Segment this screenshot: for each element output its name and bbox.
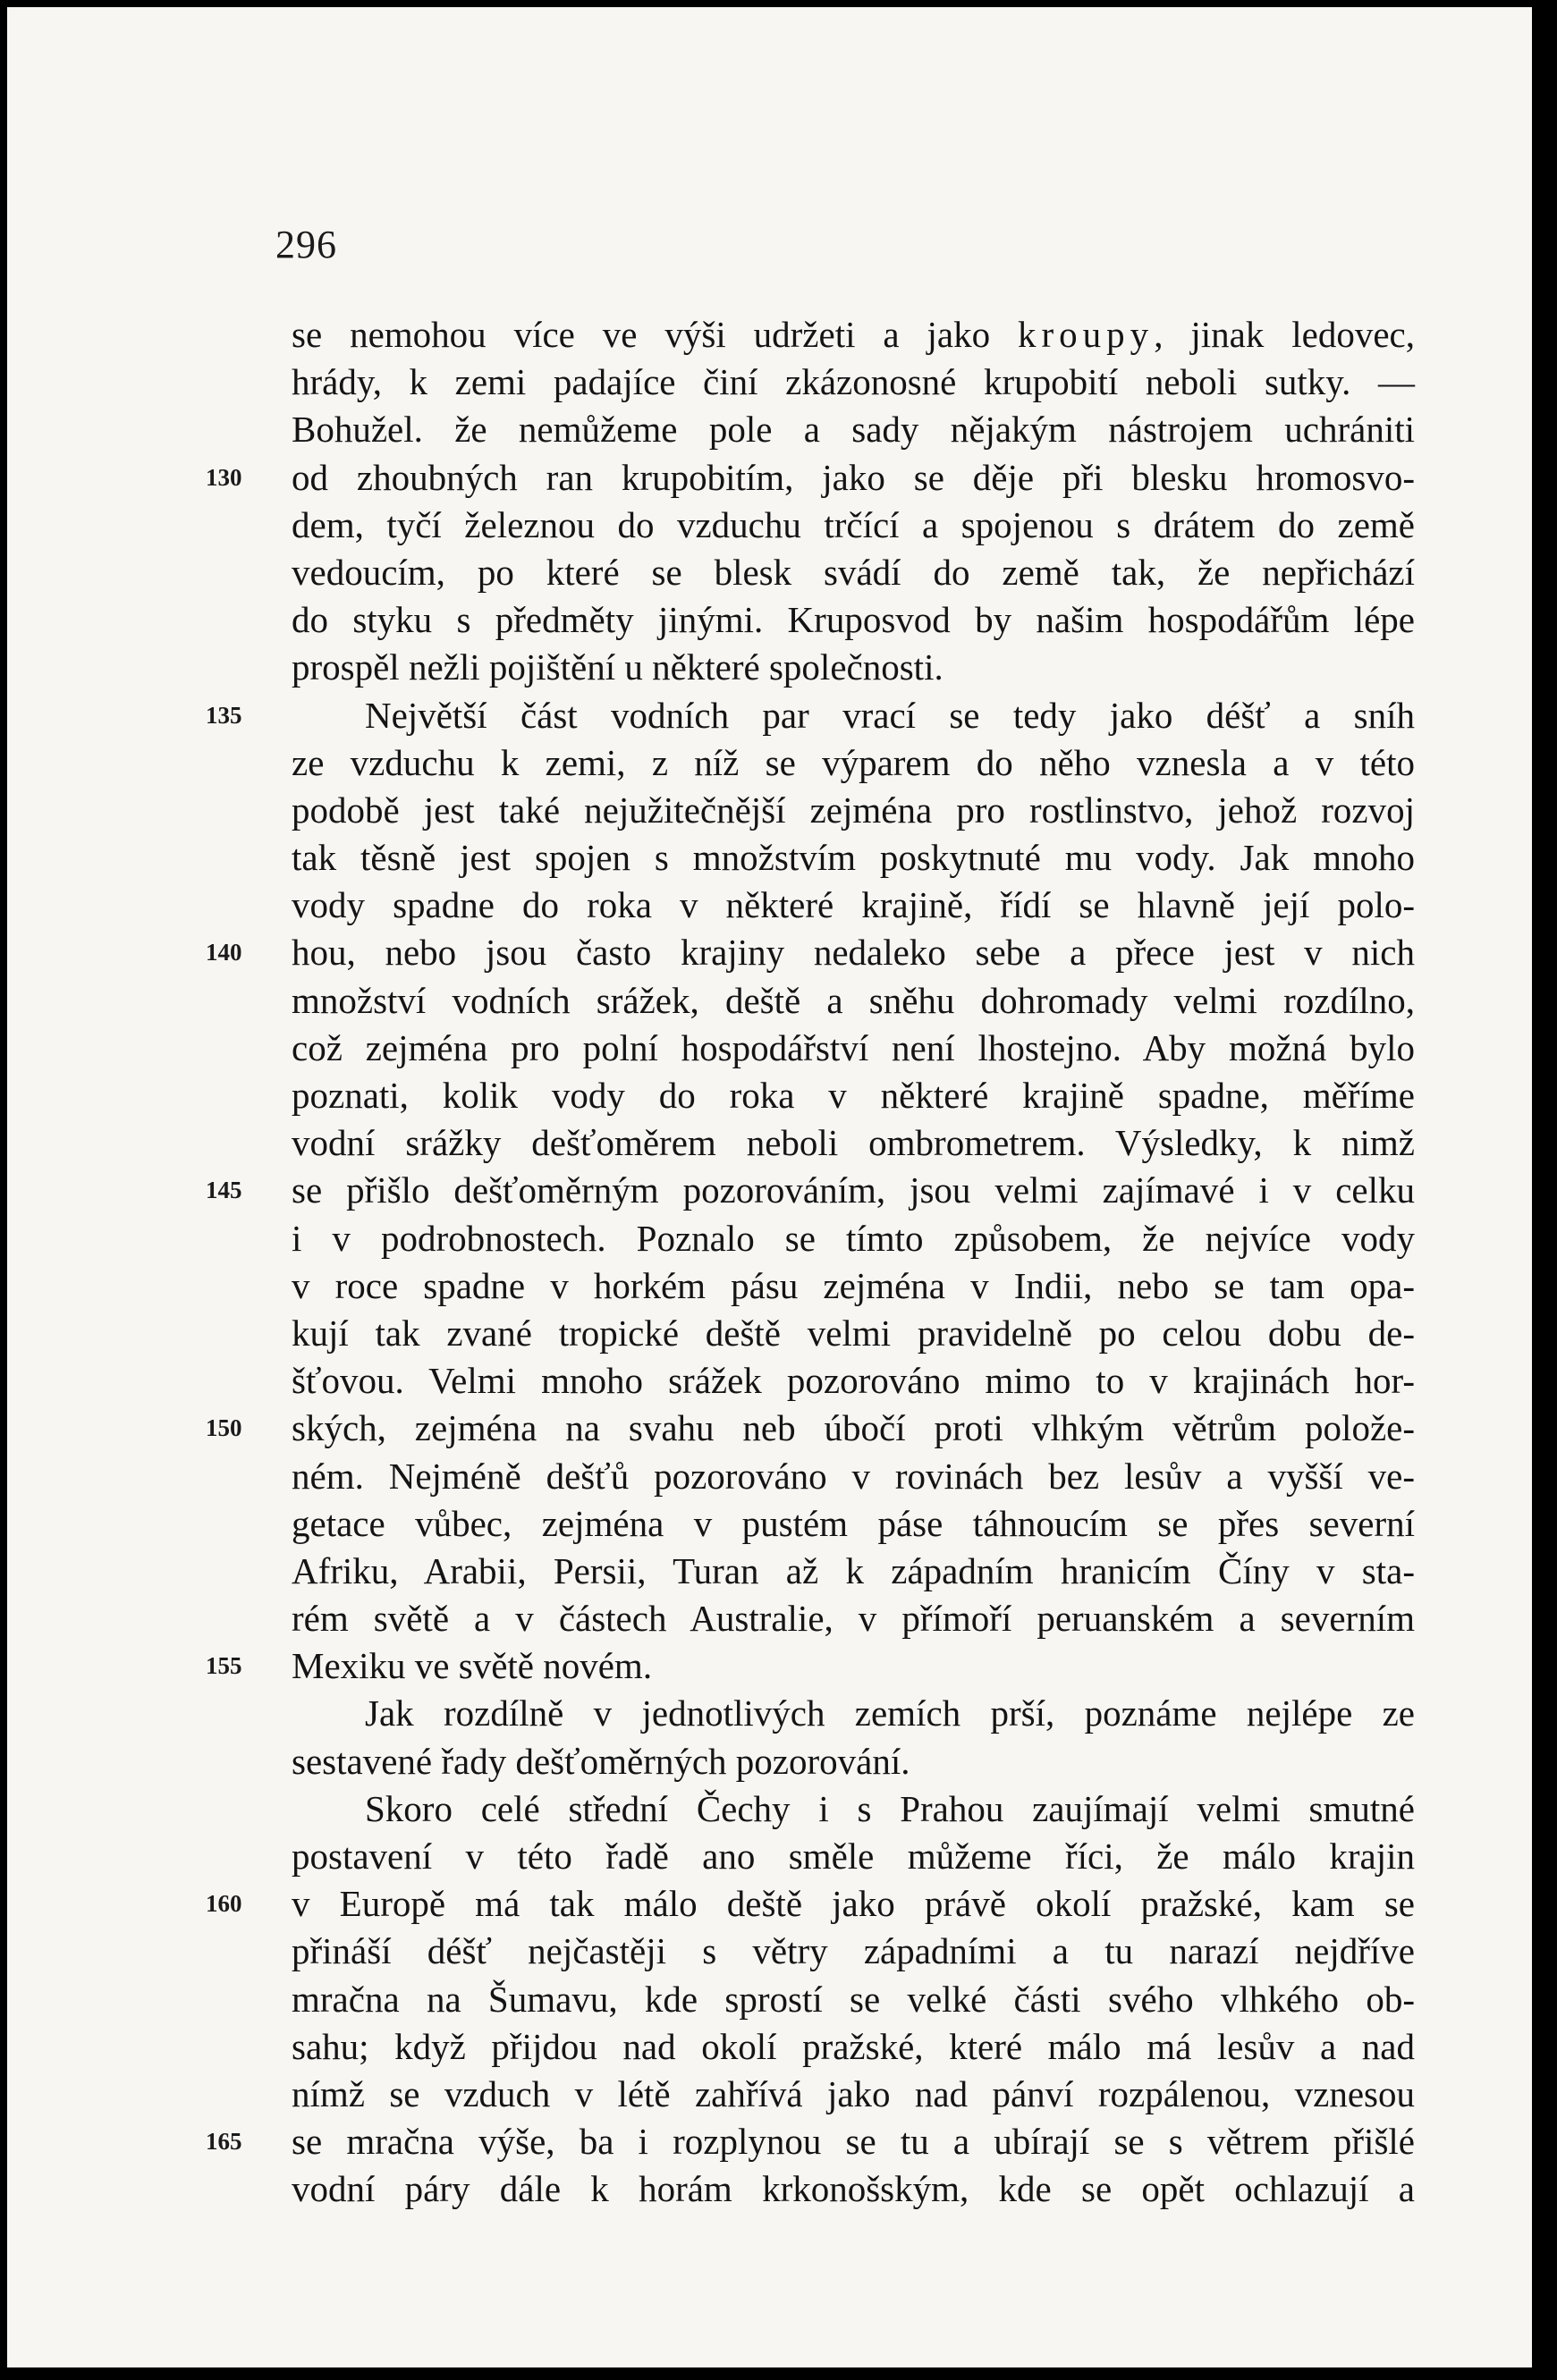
text-run: v Europě má tak málo deště jako právě okolí pražské, kam se [292,1883,1415,1925]
text-line: rém světě a v částech Australie, v přímoří peruanském a severním [292,1598,1415,1640]
line-number: 155 [206,1652,242,1680]
text-line: podobě jest také nejužitečnější zejména pro rostlinstvo, jehož rozvoj [292,789,1415,831]
line-number: 150 [206,1414,242,1442]
text-line: Skoro celé střední Čechy i s Prahou zaujímají velmi smutné [365,1787,1415,1829]
text-line: poznati, kolik vody do roka v některé krajině spadne, měříme [292,1075,1415,1116]
text-line: hrády, k zemi padajíce činí zkázonosné krupobití neboli sutky. — [292,361,1415,403]
text-line: přináší déšť nejčastěji s větry západními a tu narazí nejdříve [292,1930,1415,1972]
text-run: Největší část vodních par vrací se tedy jako déšť a sníh [365,694,1415,736]
line-number: 135 [206,701,242,729]
text-line: v roce spadne v horkém pásu zejména v Indii, nebo se tam opa- [292,1264,1415,1306]
text-line [206,1167,1415,1214]
text-line: Afriku, Arabii, Persii, Turan až k západním hranicím Číny v sta- [292,1549,1415,1591]
text-line: mračna na Šumavu, kde sprostí se velké části svého vlhkého ob- [292,1978,1415,2020]
text-line: množství vodních srážek, deště a sněhu dohromady velmi rozdílno, [292,979,1415,1021]
body-text [206,311,1415,2214]
text-line: do styku s předměty jinými. Kruposvod by našim hospodářům lépe [292,599,1415,641]
text-run: , jinak ledovec, [1154,314,1415,355]
text-line: getace vůbec, zejména v pustém páse táhnoucím se přes severní [292,1502,1415,1544]
text-line: šťovou. Velmi mnoho srážek pozorováno mimo to v krajinách hor- [292,1360,1415,1402]
text-line [206,2118,1415,2165]
line-number: 140 [206,939,242,966]
text-line: i v podrobnostech. Poznalo se tímto způsobem, že nejvíce vody [292,1217,1415,1259]
text-line [206,1642,1415,1690]
text-run: Mexiku ve světě novém. [292,1645,653,1687]
text-run: se nemohou více ve výši udržeti a jako [292,314,1019,355]
text-run: ských, zejména na svahu neb úbočí proti vlhkým větrům polože- [292,1407,1415,1449]
text-line [206,692,1415,739]
text-line: sahu; když přijdou nad okolí pražské, které málo má lesův a nad [292,2025,1415,2067]
text-line: sestavené řady dešťoměrných pozorování. [292,1740,910,1782]
text-line [292,311,1415,359]
emphasized-word: kroupy [1018,314,1155,355]
text-line: což zejména pro polní hospodářství není lhostejno. Aby možná bylo [292,1026,1415,1068]
text-run: se mračna výše, ba i rozplynou se tu a ubírají se s větrem přišlé [292,2121,1415,2163]
text-line: ném. Nejméně dešťů pozorováno v rovinách bez lesův a vyšší ve- [292,1455,1415,1497]
line-number: 145 [206,1177,242,1204]
line-number: 165 [206,2128,242,2156]
page-number: 296 [275,223,337,266]
text-run: hou, nebo jsou často krajiny nedaleko sebe a přece jest v nich [292,932,1415,974]
text-line: kují tak zvané tropické deště velmi pravidelně po celou dobu de- [292,1312,1415,1354]
text-line: vodní páry dále k horám krkonošským, kde se opět ochlazují a [292,2168,1415,2210]
text-line [206,454,1415,502]
text-line: nímž se vzduch v létě zahřívá jako nad pánví rozpálenou, vznesou [292,2072,1415,2114]
text-line: postavení v této řadě ano směle můžeme říci, že málo krajin [292,1836,1415,1877]
text-line: tak těsně jest spojen s množstvím poskytnuté mu vody. Jak mnoho [292,837,1415,879]
text-line [206,929,1415,976]
text-line: vody spadne do roka v některé krajině, řídí se hlavně její polo- [292,884,1415,926]
text-line [206,1405,1415,1452]
book-page [7,7,1532,2367]
text-line: Bohužel. že nemůžeme pole a sady nějakým nástrojem uchrániti [292,409,1415,451]
text-run: od zhoubných ran krupobitím, jako se děje při blesku hromosvo- [292,456,1415,498]
text-line [206,1880,1415,1928]
text-line: vedoucím, po které se blesk svádí do země tak, že nepřichází [292,551,1415,593]
text-line: dem, tyčí železnou do vzduchu trčící a spojenou s drátem do země [292,503,1415,545]
text-line: Jak rozdílně v jednotlivých zemích prší, poznáme nejlépe ze [365,1692,1415,1734]
text-line: ze vzduchu k zemi, z níž se výparem do něho vznesla a v této [292,741,1415,783]
line-number: 160 [206,1890,242,1918]
text-run: se přišlo dešťoměrným pozorováním, jsou velmi zajímavé i v celku [292,1169,1415,1211]
line-number: 130 [206,463,242,491]
text-line: prospěl nežli pojištění u některé společnosti. [292,646,944,688]
text-line: vodní srážky dešťoměrem neboli ombrometrem. Výsledky, k nimž [292,1122,1415,1164]
